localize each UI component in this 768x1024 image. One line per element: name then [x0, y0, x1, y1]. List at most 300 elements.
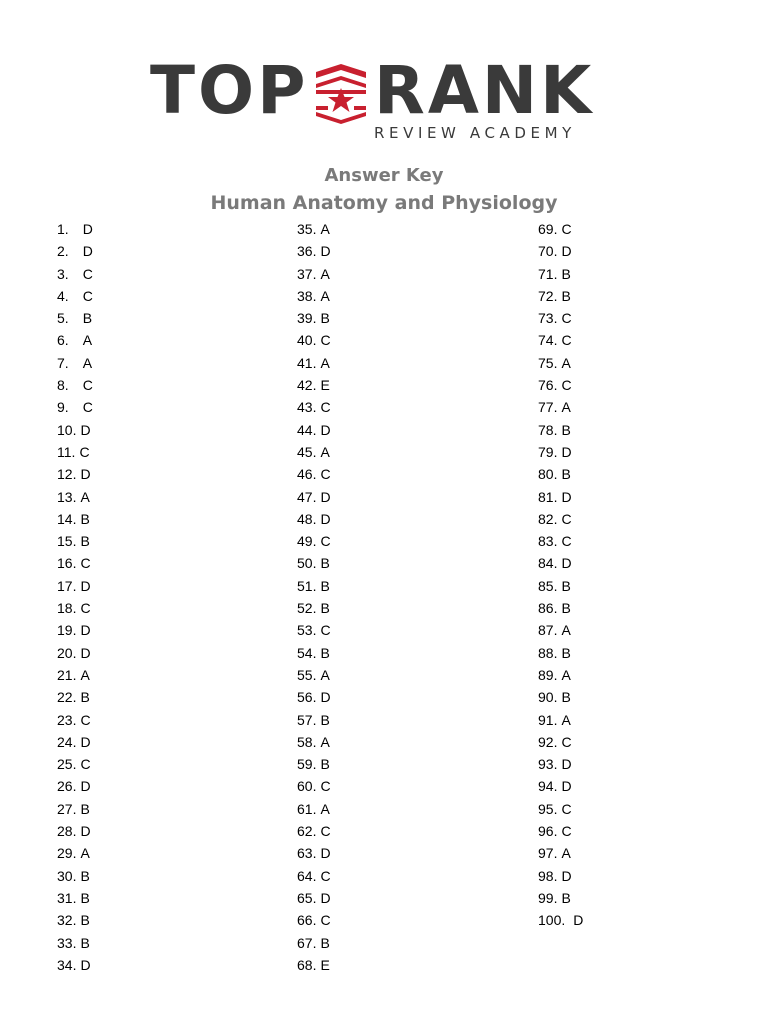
answer-letter: C [82, 287, 93, 304]
answer-row [297, 664, 331, 686]
answer-letter: D [561, 867, 572, 884]
answer-letter: B [320, 600, 330, 617]
answer-row [57, 686, 93, 708]
question-number: 75. [538, 354, 558, 371]
answer-letter: C [320, 912, 331, 929]
answer-letter: C [82, 265, 93, 282]
answer-letter: D [561, 756, 572, 773]
question-number: 70. [538, 243, 558, 260]
answer-row [538, 285, 583, 307]
question-number: 95. [538, 800, 558, 817]
answer-row [538, 842, 583, 864]
answer-row [538, 865, 583, 887]
answer-row [297, 932, 331, 954]
answer-row [57, 463, 93, 485]
answer-row [297, 240, 331, 262]
answer-row [57, 329, 93, 351]
answer-row [538, 575, 583, 597]
question-number: 22. [57, 689, 77, 706]
question-number: 19. [57, 622, 77, 639]
answer-letter: C [320, 533, 331, 550]
answer-letter: C [82, 377, 93, 394]
answer-letter: C [320, 399, 331, 416]
answer-row [297, 642, 331, 664]
logo-subtitle: REVIEW ACADEMY [374, 124, 576, 142]
answer-letter: C [561, 221, 572, 237]
question-number: 97. [538, 845, 558, 862]
question-number: 83. [538, 533, 558, 550]
question-number: 3. [57, 265, 69, 282]
answer-row [538, 486, 583, 508]
answer-letter: E [320, 956, 330, 973]
logo [150, 52, 595, 148]
answer-letter: B [561, 889, 571, 906]
question-number: 58. [297, 733, 317, 750]
answer-row [297, 753, 331, 775]
answer-letter: D [320, 421, 331, 438]
answer-letter: D [320, 510, 331, 527]
question-number: 65. [297, 889, 317, 906]
answer-letter: C [320, 867, 331, 884]
answer-row [538, 664, 583, 686]
answer-column-2 [297, 218, 331, 976]
question-number: 1. [57, 221, 69, 237]
logo-word-top: TOP [150, 52, 309, 129]
answer-row [297, 530, 331, 552]
answer-letter: C [561, 823, 572, 840]
question-number: 47. [297, 488, 317, 505]
question-number: 72. [538, 287, 558, 304]
answer-letter: B [561, 421, 571, 438]
answer-letter: A [561, 845, 571, 862]
page-title: Answer Key [324, 165, 444, 186]
answer-letter: B [82, 310, 93, 327]
answer-row [57, 575, 93, 597]
question-number: 76. [538, 377, 558, 394]
answer-letter: C [320, 622, 331, 639]
question-number: 86. [538, 600, 558, 617]
answer-row [297, 263, 331, 285]
question-number: 40. [297, 332, 317, 349]
question-number: 35. [297, 221, 317, 237]
answer-row [57, 731, 93, 753]
question-number: 99. [538, 889, 558, 906]
question-number: 18. [57, 600, 77, 617]
question-number: 2. [57, 243, 69, 260]
question-number: 66. [297, 912, 317, 929]
answer-letter: B [320, 756, 330, 773]
answer-row [297, 865, 331, 887]
answer-row [538, 820, 583, 842]
answer-row [297, 218, 331, 240]
answer-row [297, 709, 331, 731]
answer-letter: D [80, 622, 91, 639]
question-number: 93. [538, 756, 558, 773]
question-number: 69. [538, 221, 558, 237]
question-number: 89. [538, 666, 558, 683]
question-number: 62. [297, 823, 317, 840]
question-number: 96. [538, 823, 558, 840]
answer-row [538, 686, 583, 708]
answer-row [297, 486, 331, 508]
question-number: 57. [297, 711, 317, 728]
question-number: 13. [57, 488, 77, 505]
answer-row [57, 619, 93, 641]
answer-row [57, 887, 93, 909]
question-number: 21. [57, 666, 77, 683]
question-number: 39. [297, 310, 317, 327]
question-number: 92. [538, 733, 558, 750]
answer-row [297, 798, 331, 820]
answer-row [57, 642, 93, 664]
answer-letter: B [80, 889, 90, 906]
answer-row [538, 374, 583, 396]
answer-row [538, 419, 583, 441]
answer-letter: D [80, 778, 91, 795]
question-number: 33. [57, 934, 77, 951]
answer-row [57, 842, 93, 864]
star-chevron-icon [312, 62, 370, 126]
question-number: 94. [538, 778, 558, 795]
answer-row [57, 932, 93, 954]
answer-row [57, 352, 93, 374]
answer-row [57, 865, 93, 887]
answer-letter: A [561, 354, 571, 371]
question-number: 55. [297, 666, 317, 683]
question-number: 11. [57, 443, 76, 460]
answer-row [538, 530, 583, 552]
answer-row [538, 731, 583, 753]
question-number: 46. [297, 466, 317, 483]
question-number: 56. [297, 689, 317, 706]
answer-letter: B [80, 912, 90, 929]
answer-row [57, 441, 93, 463]
answer-letter: D [561, 443, 572, 460]
answer-letter: A [320, 221, 330, 237]
answer-letter: B [80, 800, 90, 817]
answer-row [57, 909, 93, 931]
answer-row [297, 307, 331, 329]
answer-letter: D [80, 421, 91, 438]
answer-letter: D [80, 823, 91, 840]
question-number: 74. [538, 332, 558, 349]
answer-row [538, 218, 583, 240]
question-number: 20. [57, 644, 77, 661]
question-number: 38. [297, 287, 317, 304]
answer-row [57, 664, 93, 686]
answer-letter: A [320, 265, 330, 282]
answer-letter: C [80, 756, 91, 773]
answer-row [297, 842, 331, 864]
answer-letter: C [80, 711, 91, 728]
question-number: 15. [57, 533, 77, 550]
question-number: 30. [57, 867, 77, 884]
question-number: 27. [57, 800, 77, 817]
question-number: 16. [57, 555, 77, 572]
answer-row [57, 307, 93, 329]
answer-letter: C [561, 332, 572, 349]
question-number: 36. [297, 243, 317, 260]
answer-letter: A [82, 332, 93, 349]
answer-row [538, 709, 583, 731]
question-number: 5. [57, 310, 69, 327]
answer-row [297, 285, 331, 307]
answer-row [57, 597, 93, 619]
question-number: 87. [538, 622, 558, 639]
question-number: 44. [297, 421, 317, 438]
question-number: 41. [297, 354, 317, 371]
answer-letter: D [561, 778, 572, 795]
question-number: 77. [538, 399, 558, 416]
answer-letter: B [320, 310, 330, 327]
answer-row [538, 240, 583, 262]
answer-row [538, 508, 583, 530]
answer-letter: A [320, 733, 330, 750]
answer-row [297, 775, 331, 797]
answer-row [297, 820, 331, 842]
answer-row [57, 396, 93, 418]
question-number: 88. [538, 644, 558, 661]
question-number: 45. [297, 443, 317, 460]
answer-letter: D [82, 221, 93, 237]
question-number: 64. [297, 867, 317, 884]
answer-letter: D [82, 243, 93, 260]
question-number: 4. [57, 287, 69, 304]
answer-letter: C [561, 310, 572, 327]
question-number: 8. [57, 377, 69, 394]
answer-row [538, 597, 583, 619]
answer-letter: B [561, 287, 571, 304]
question-number: 43. [297, 399, 317, 416]
answer-row [57, 709, 93, 731]
answer-letter: C [561, 533, 572, 550]
answer-letter: A [561, 622, 571, 639]
question-number: 23. [57, 711, 77, 728]
answer-row [57, 775, 93, 797]
answer-letter: C [80, 600, 91, 617]
question-number: 14. [57, 510, 77, 527]
answer-letter: D [561, 555, 572, 572]
answer-row [297, 686, 331, 708]
answer-row [538, 753, 583, 775]
question-number: 10. [57, 421, 77, 438]
question-number: 37. [297, 265, 317, 282]
answer-row [538, 887, 583, 909]
answer-letter: A [80, 488, 90, 505]
answer-letter: A [320, 287, 330, 304]
question-number: 100. [538, 912, 566, 929]
answer-letter: C [320, 466, 331, 483]
answer-letter: C [320, 332, 331, 349]
answer-letter: A [320, 443, 330, 460]
question-number: 80. [538, 466, 558, 483]
question-number: 28. [57, 823, 77, 840]
answer-row [57, 508, 93, 530]
answer-letter: A [561, 666, 571, 683]
answer-row [297, 329, 331, 351]
answer-letter: B [320, 555, 330, 572]
question-number: 91. [538, 711, 558, 728]
answer-letter: D [80, 466, 91, 483]
question-number: 31. [57, 889, 77, 906]
answer-letter: C [80, 555, 91, 572]
answer-row [297, 508, 331, 530]
question-number: 49. [297, 533, 317, 550]
answer-column-1 [57, 218, 93, 976]
answer-letter: B [561, 644, 571, 661]
answer-row [538, 642, 583, 664]
answer-letter: B [80, 867, 90, 884]
answer-letter: B [320, 577, 330, 594]
answer-letter: B [80, 510, 90, 527]
question-number: 26. [57, 778, 77, 795]
question-number: 17. [57, 577, 77, 594]
page-subtitle: Human Anatomy and Physiology [210, 192, 558, 214]
answer-letter: B [561, 600, 571, 617]
answer-row [297, 419, 331, 441]
question-number: 32. [57, 912, 77, 929]
answer-row [297, 887, 331, 909]
question-number: 25. [57, 756, 77, 773]
question-number: 52. [297, 600, 317, 617]
answer-letter: B [80, 689, 90, 706]
question-number: 98. [538, 867, 558, 884]
answer-letter: A [561, 399, 571, 416]
answer-letter: C [561, 510, 572, 527]
answer-row [57, 798, 93, 820]
answer-letter: C [561, 377, 572, 394]
answer-letter: D [320, 243, 331, 260]
answer-row [57, 954, 93, 976]
answer-letter: D [320, 488, 331, 505]
answer-row [538, 352, 583, 374]
logo-word-rank: RANK [374, 52, 595, 129]
answer-letter: A [320, 800, 330, 817]
answer-letter: C [561, 733, 572, 750]
answer-row [297, 441, 331, 463]
answer-row [57, 374, 93, 396]
question-number: 68. [297, 956, 317, 973]
answer-row [297, 909, 331, 931]
answer-letter: A [82, 354, 93, 371]
answer-letter: D [80, 577, 91, 594]
question-number: 53. [297, 622, 317, 639]
question-number: 84. [538, 555, 558, 572]
answer-row [57, 218, 93, 240]
question-number: 63. [297, 845, 317, 862]
answer-letter: B [320, 934, 330, 951]
answer-letter: C [82, 399, 93, 416]
answer-letter: C [561, 800, 572, 817]
answer-letter: B [80, 533, 90, 550]
answer-row [538, 463, 583, 485]
answer-letter: B [561, 689, 571, 706]
answer-row [57, 753, 93, 775]
answer-column-3 [538, 218, 583, 932]
answer-letter: D [80, 956, 91, 973]
question-number: 48. [297, 510, 317, 527]
answer-row [538, 798, 583, 820]
answer-row [538, 619, 583, 641]
answer-row [297, 731, 331, 753]
answer-row [538, 307, 583, 329]
question-number: 54. [297, 644, 317, 661]
question-number: 60. [297, 778, 317, 795]
question-number: 7. [57, 354, 69, 371]
answer-row [297, 352, 331, 374]
answer-row [57, 263, 93, 285]
answer-row [297, 575, 331, 597]
question-number: 42. [297, 377, 317, 394]
answer-row [297, 396, 331, 418]
question-number: 24. [57, 733, 77, 750]
answer-letter: B [561, 577, 571, 594]
question-number: 9. [57, 399, 69, 416]
question-number: 59. [297, 756, 317, 773]
answer-row [57, 486, 93, 508]
answer-letter: C [320, 823, 331, 840]
answer-row [297, 597, 331, 619]
answer-letter: D [320, 889, 331, 906]
answer-letter: D [573, 912, 584, 929]
answer-letter: D [320, 689, 331, 706]
answer-row [538, 396, 583, 418]
answer-row [538, 909, 583, 931]
question-number: 73. [538, 310, 558, 327]
answer-row [297, 619, 331, 641]
question-number: 85. [538, 577, 558, 594]
answer-row [538, 775, 583, 797]
answer-row [57, 240, 93, 262]
question-number: 12. [57, 466, 77, 483]
answer-letter: B [561, 466, 571, 483]
question-number: 51. [297, 577, 317, 594]
question-number: 50. [297, 555, 317, 572]
question-number: 29. [57, 845, 77, 862]
question-number: 90. [538, 689, 558, 706]
answer-letter: B [320, 644, 330, 661]
answer-letter: C [79, 443, 90, 460]
answer-row [57, 285, 93, 307]
answer-row [57, 530, 93, 552]
answer-row [297, 374, 331, 396]
answer-letter: E [320, 377, 330, 394]
question-number: 82. [538, 510, 558, 527]
answer-letter: B [80, 934, 90, 951]
answer-letter: B [561, 265, 571, 282]
answer-row [297, 463, 331, 485]
answer-row [538, 552, 583, 574]
answer-letter: D [80, 733, 91, 750]
question-number: 34. [57, 956, 77, 973]
answer-letter: A [320, 354, 330, 371]
answer-letter: D [561, 488, 572, 505]
question-number: 67. [297, 934, 317, 951]
answer-letter: B [320, 711, 330, 728]
answer-row [297, 552, 331, 574]
answer-row [538, 329, 583, 351]
answer-row [538, 263, 583, 285]
answer-row [57, 419, 93, 441]
question-number: 79. [538, 443, 558, 460]
question-number: 78. [538, 421, 558, 438]
answer-letter: D [320, 845, 331, 862]
answer-letter: A [561, 711, 571, 728]
answer-row [538, 441, 583, 463]
question-number: 6. [57, 332, 69, 349]
answer-letter: D [561, 243, 572, 260]
answer-letter: C [320, 778, 331, 795]
